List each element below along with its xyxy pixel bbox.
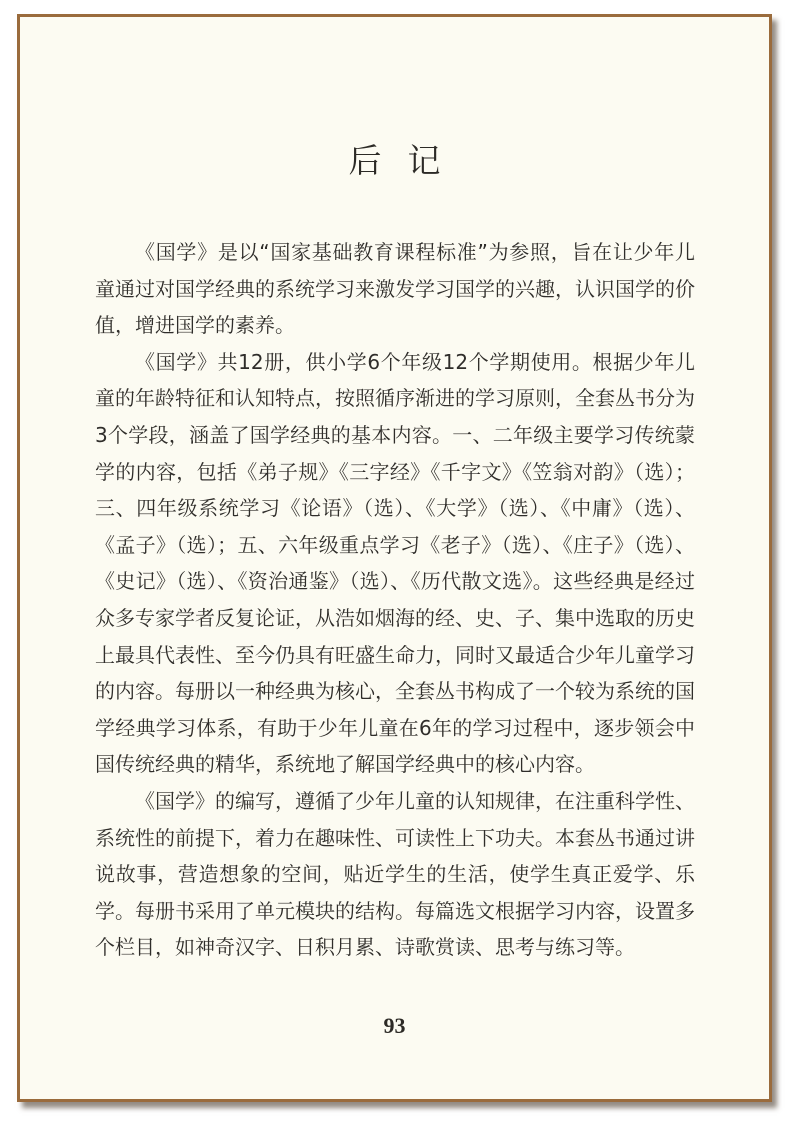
paragraph-3: 《国学》的编写，遵循了少年儿童的认知规律，在注重科学性、系统性的前提下，着力在趣味性、可读性上下功夫。本套丛书通过讲说故事，营造想象的空间，贴近学生的生活，使学生真正爱学、乐学。每册书采用了单元模块的结构。每篇选文根据学习内容，设置多个栏目，如神奇汉字、日积月累、诗歌赏读、思考与练习等。: [95, 788, 695, 960]
paragraph-1: 《国学》是以“国家基础教育课程标准”为参照，旨在让少年儿童通过对国学经典的系统学习来激发学习国学的兴趣，认识国学的价值，增进国学的素养。: [95, 240, 695, 338]
page-number: 93: [383, 1013, 406, 1038]
paragraph-2: 《国学》共12册，供小学6个年级12个学期使用。根据少年儿童的年龄特征和认知特点，按照循序渐进的学习原则，全套丛书分为3个学段，涵盖了国学经典的基本内容。一、二年级主要学习传统蒙学的内容，包括《弟子规》《三字经》《千字文》《笠翁对韵》（选）；三、四年级系统学习《论语》（选）、《大学》（选）、《中庸》（选）、《孟子》（选）；五、六年级重点学习《老子》（选）、《庄子》（选）、《史记》（选）、《资治通鉴》（选）、《历代散文选》。这些经典是经过众多专家学者反复论证，从浩如烟海的经、史、子、集中选取的历史上最具代表性、至今仍具有旺盛生命力，同时又最适合少年儿童学习的内容。每册以一种经典为核心，全套丛书构成了一个较为系统的国学经典学习体系，有助于少年儿童在6年的学习过程中，逐步领会中国传统经典的精华，系统地了解国学经典中的核心内容。: [95, 349, 695, 777]
body-text: [95, 234, 695, 966]
page-title: 后记: [348, 141, 467, 180]
book-page: [17, 14, 772, 1102]
